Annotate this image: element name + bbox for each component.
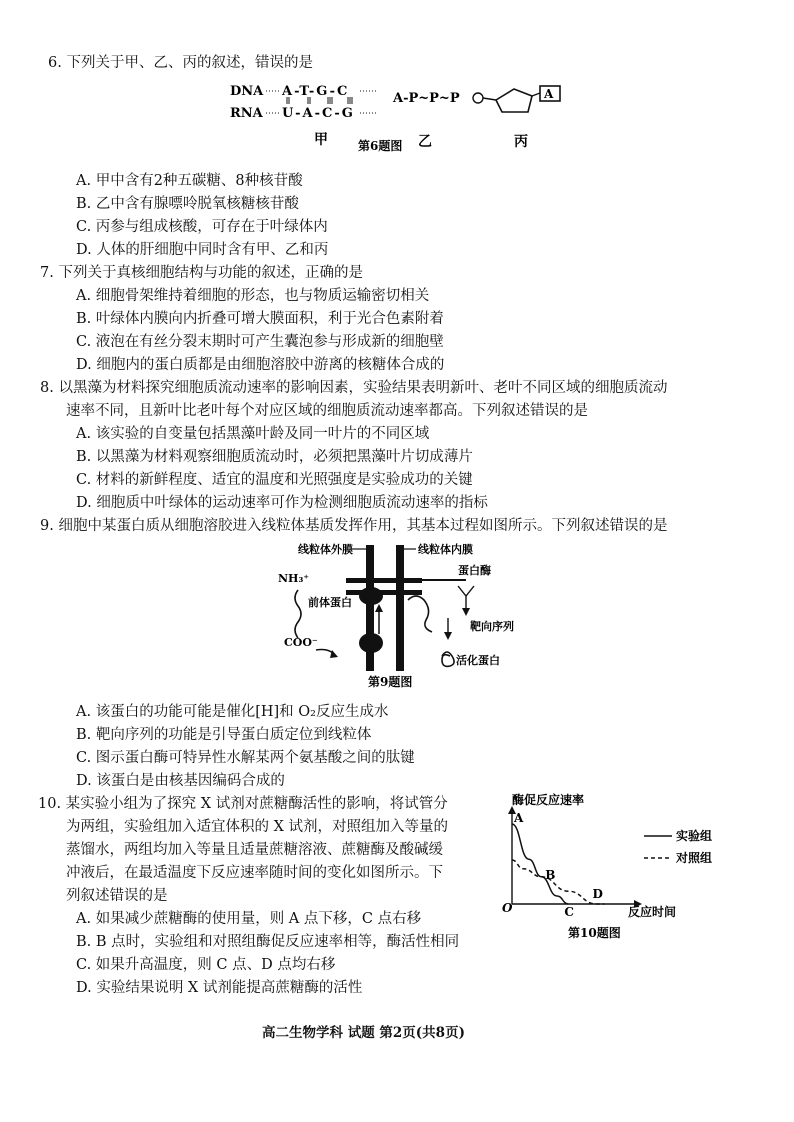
chart-origin-label: O <box>502 901 513 915</box>
legend-label-control: 对照组 <box>676 851 713 865</box>
q7-option-c: C. 液泡在有丝分裂末期时可产生囊泡参与形成新的细胞壁 <box>76 334 444 350</box>
q9-caption: 第9题图 <box>368 675 413 689</box>
transport-protein <box>359 633 383 653</box>
chart-xlabel: 反应时间 <box>628 905 677 919</box>
label-bing: 丙 <box>514 134 528 150</box>
q10-stem-line1: 10. 某实验小组为了探究 X 试剂对蔗糖酶活性的影响，将试管分 <box>38 796 448 812</box>
q6-figure <box>226 76 586 158</box>
atp-formula: A-P~P~P <box>393 91 460 106</box>
label-yi: 乙 <box>418 134 432 150</box>
base-box-label: A <box>544 87 554 101</box>
active-protein-label: 活化蛋白 <box>456 654 500 667</box>
phosphate-circle <box>473 93 483 103</box>
precursor-chain <box>295 590 301 638</box>
outer-membrane-label: 线粒体外膜 <box>298 543 353 556</box>
q6-stem: 6. 下列关于甲、乙、丙的叙述，错误的是 <box>48 55 313 71</box>
q10-stem-line2: 为两组，实验组加入适宜体积的 X 试剂，对照组加入等量的 <box>66 819 449 835</box>
q8-option-a: A. 该实验的自变量包括黑藻叶龄及同一叶片的不同区域 <box>76 426 430 442</box>
q8-option-c: C. 材料的新鲜程度、适宜的温度和光照强度是实验成功的关键 <box>76 472 473 488</box>
q6-option-c: C. 丙参与组成核酸，可存在于叶绿体内 <box>76 219 328 235</box>
chart-ylabel: 酶促反应速率 <box>512 793 585 807</box>
inner-membrane-label: 线粒体内膜 <box>418 543 473 556</box>
protease-shape <box>458 586 474 596</box>
label-jia: 甲 <box>314 132 328 148</box>
tom-complex <box>359 587 383 605</box>
svg-text:前体蛋白 <box>308 595 352 609</box>
imported-chain <box>408 596 432 632</box>
q7-option-b: B. 叶绿体内膜向内折叠可增大膜面积，利于光合色素附着 <box>76 311 444 327</box>
chart-point-label-a: A <box>514 811 524 825</box>
chart-point-label-b: B <box>545 867 556 882</box>
protease-label: 蛋白酶 <box>458 564 491 577</box>
dna-sequence: A-T-G-C <box>282 84 350 99</box>
q10-caption: 第10题图 <box>568 926 621 940</box>
q10-option-b: B. B 点时，实验组和对照组酶促反应速率相等，酶活性相同 <box>76 934 460 950</box>
dna-label: DNA <box>230 84 264 99</box>
precursor-label: 前体蛋白 <box>308 596 352 609</box>
q10-stem-line5: 列叙述错误的是 <box>66 888 168 904</box>
chart-point-label-c: C <box>564 905 574 919</box>
q9-option-d: D. 该蛋白是由核基因编码合成的 <box>76 773 285 789</box>
q7-stem: 7. 下列关于真核细胞结构与功能的叙述，正确的是 <box>40 265 363 281</box>
rna-sequence: U-A-C-G <box>282 106 355 121</box>
pentose-ring <box>496 89 532 112</box>
q6-option-d: D. 人体的肝细胞中同时含有甲、乙和丙 <box>76 242 329 258</box>
q6-caption: 第6题图 <box>358 139 403 153</box>
q10-option-d: D. 实验结果说明 X 试剂能提高蔗糖酶的活性 <box>76 980 363 996</box>
q8-stem-line2: 速率不同，且新叶比老叶每个对应区域的细胞质流动速率都高。下列叙述错误的是 <box>66 403 588 419</box>
q10-option-c: C. 如果升高温度，则 C 点、D 点均右移 <box>76 957 336 973</box>
series-line-experimental <box>512 824 568 904</box>
q8-option-b: B. 以黑藻为材料观察细胞质流动时，必须把黑藻叶片切成薄片 <box>76 449 473 465</box>
coo-label: COO⁻ <box>284 636 318 649</box>
q7-option-a: A. 细胞骨架维持着细胞的形态，也与物质运输密切相关 <box>76 288 430 304</box>
q10-option-a: A. 如果减少蔗糖酶的使用量，则 A 点下移，C 点右移 <box>76 911 422 927</box>
active-protein-shape <box>442 652 454 666</box>
target-sequence-label: 靶向序列 <box>470 620 514 633</box>
q9-figure <box>276 540 526 692</box>
q8-stem-line1: 8. 以黑藻为材料探究细胞质流动速率的影响因素，实验结果表明新叶、老叶不同区域的细胞质流动 <box>40 380 668 396</box>
q8-option-d: D. 细胞质中叶绿体的运动速率可作为检测细胞质流动速率的指标 <box>76 495 488 511</box>
page-footer: 高二生物学科 试题 第2页(共8页) <box>262 1025 465 1041</box>
nh3-label: NH₃⁺ <box>278 572 310 585</box>
q10-chart <box>496 790 732 940</box>
q9-option-a: A. 该蛋白的功能可能是催化[H]和 O₂反应生成水 <box>76 704 389 720</box>
q9-option-b: B. 靶向序列的功能是引导蛋白质定位到线粒体 <box>76 727 372 743</box>
legend-label-experimental: 实验组 <box>676 829 713 843</box>
rna-label: RNA <box>230 106 263 121</box>
q6-option-b: B. 乙中含有腺嘌呤脱氧核糖核苷酸 <box>76 196 299 212</box>
chart-point-label-d: D <box>592 887 603 901</box>
q10-stem-line3: 蒸馏水，两组均加入等量且适量蔗糖溶液、蔗糖酶及酸碱缓 <box>66 842 443 858</box>
series-line-control <box>512 860 604 904</box>
q6-option-a: A. 甲中含有2种五碳糖、8种核苷酸 <box>76 173 303 189</box>
q9-option-c: C. 图示蛋白酶可特异性水解某两个氨基酸之间的肽键 <box>76 750 415 766</box>
q9-stem: 9. 细胞中某蛋白质从细胞溶胶进入线粒体基质发挥作用，其基本过程如图所示。下列叙述错误的是 <box>40 518 668 534</box>
inner-membrane <box>396 545 404 671</box>
q7-option-d: D. 细胞内的蛋白质都是由细胞溶胶中游离的核糖体合成的 <box>76 357 445 373</box>
q10-stem-line4: 冲液后，在最适温度下反应速率随时间的变化如图所示。下 <box>66 865 443 881</box>
